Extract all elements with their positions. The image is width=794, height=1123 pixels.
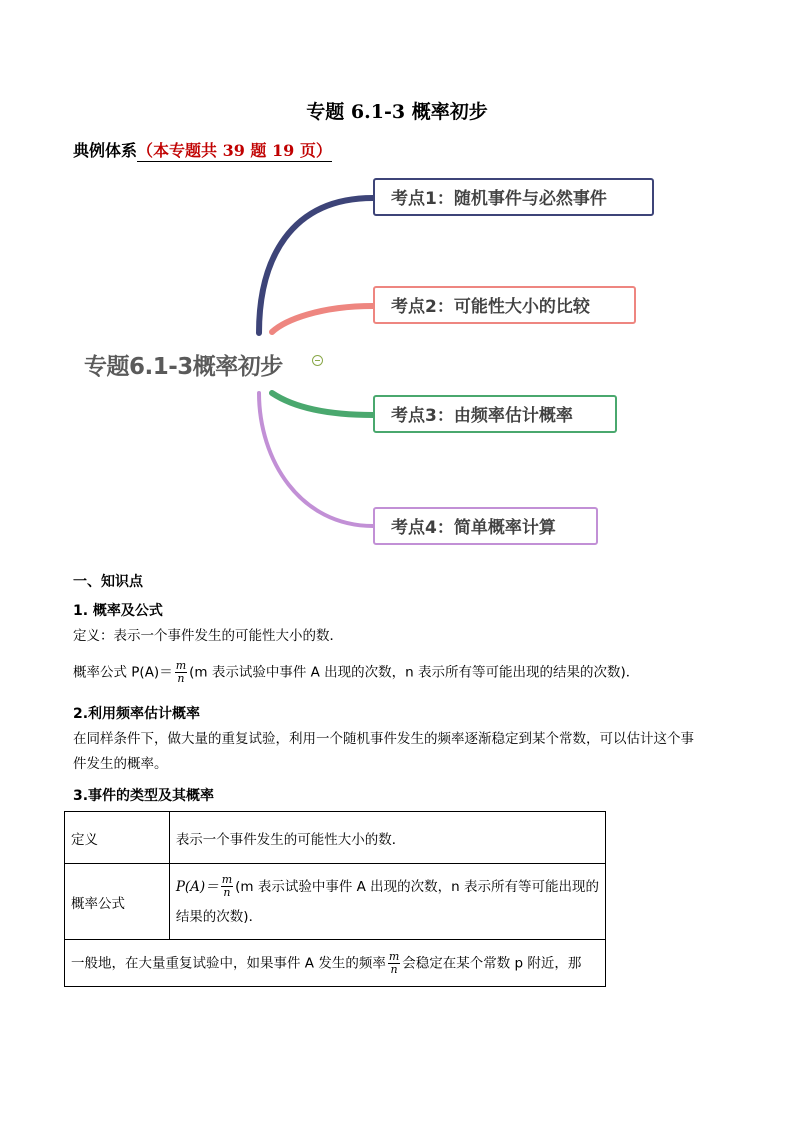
section-3-heading: 3.事件的类型及其概率 [73, 788, 215, 804]
mind-map-node-3: 考点3：由频率估计概率 [373, 395, 617, 433]
section-1-formula [73, 660, 639, 686]
table-formula-line-1 [176, 872, 599, 902]
section-2-heading: 2.利用频率估计概率 [73, 706, 201, 722]
mind-map-node-2: 考点2：可能性大小的比较 [373, 286, 636, 324]
fraction-denominator: n [390, 962, 398, 976]
formula-prefix: 概率公式 P(A)＝ [73, 664, 173, 681]
page-title: 专题 6.1-3 概率初步 [306, 101, 488, 123]
table-formula-fraction [221, 874, 233, 899]
fraction-numerator: m [388, 949, 400, 963]
event-type-table [64, 811, 606, 987]
fraction-numerator: m [175, 659, 187, 672]
table-formula-prefix: P(A)＝ [175, 878, 219, 895]
table-row [65, 812, 606, 864]
table-row [65, 940, 606, 987]
section-1-heading: 1. 概率及公式 [73, 603, 163, 619]
formula-suffix: (m 表示试验中事件 A 出现的次数，n 表示所有等可能出现的结果的次数)． [189, 664, 640, 681]
knowledge-heading: 一、知识点 [73, 574, 143, 590]
section-1-definition: 定义：表示一个事件发生的可能性大小的数． [73, 628, 343, 644]
table-cell-value: 表示一个事件发生的可能性大小的数． [169, 812, 605, 864]
table-formula-line-2: 结果的次数)． [175, 908, 263, 925]
mind-map [0, 160, 794, 560]
section-2-body [73, 727, 733, 777]
table-cell-label: 定义 [65, 812, 170, 864]
fraction-denominator: n [223, 886, 231, 899]
row3-prefix: 一般地，在大量重复试验中，如果事件 A 发生的频率 [71, 955, 386, 971]
section-2-line-1: 在同样条件下，做大量的重复试验，利用一个随机事件发生的频率逐渐稳定到某个常数，可以估计这个事 [73, 731, 694, 747]
table-formula-text: (m 表示试验中事件 A 出现的次数，n 表示所有等可能出现的 [235, 878, 599, 895]
table-cell-label: 概率公式 [65, 864, 170, 940]
row3-suffix: 会稳定在某个常数 p 附近，那 [402, 955, 582, 971]
table-row [65, 864, 606, 940]
branch-3-connector [272, 393, 373, 415]
mind-map-node-1: 考点1：随机事件与必然事件 [373, 178, 654, 216]
system-note: （本专题共 39 题 19 页） [137, 141, 332, 160]
table-cell-wide [65, 940, 606, 987]
system-label: 典例体系 [73, 141, 138, 160]
section-2-line-2: 件发生的概率。 [73, 756, 168, 772]
table-cell-formula [169, 864, 605, 940]
mind-map-root: 专题6.1-3概率初步 [84, 354, 283, 380]
collapse-toggle-icon[interactable] [312, 355, 323, 366]
fraction-numerator: m [221, 873, 233, 886]
formula-fraction [175, 660, 187, 685]
mind-map-node-4: 考点4：简单概率计算 [373, 507, 598, 545]
row3-fraction [388, 951, 400, 976]
branch-2-connector [272, 306, 373, 332]
example-system-heading [73, 138, 332, 161]
fraction-denominator: n [177, 672, 185, 685]
